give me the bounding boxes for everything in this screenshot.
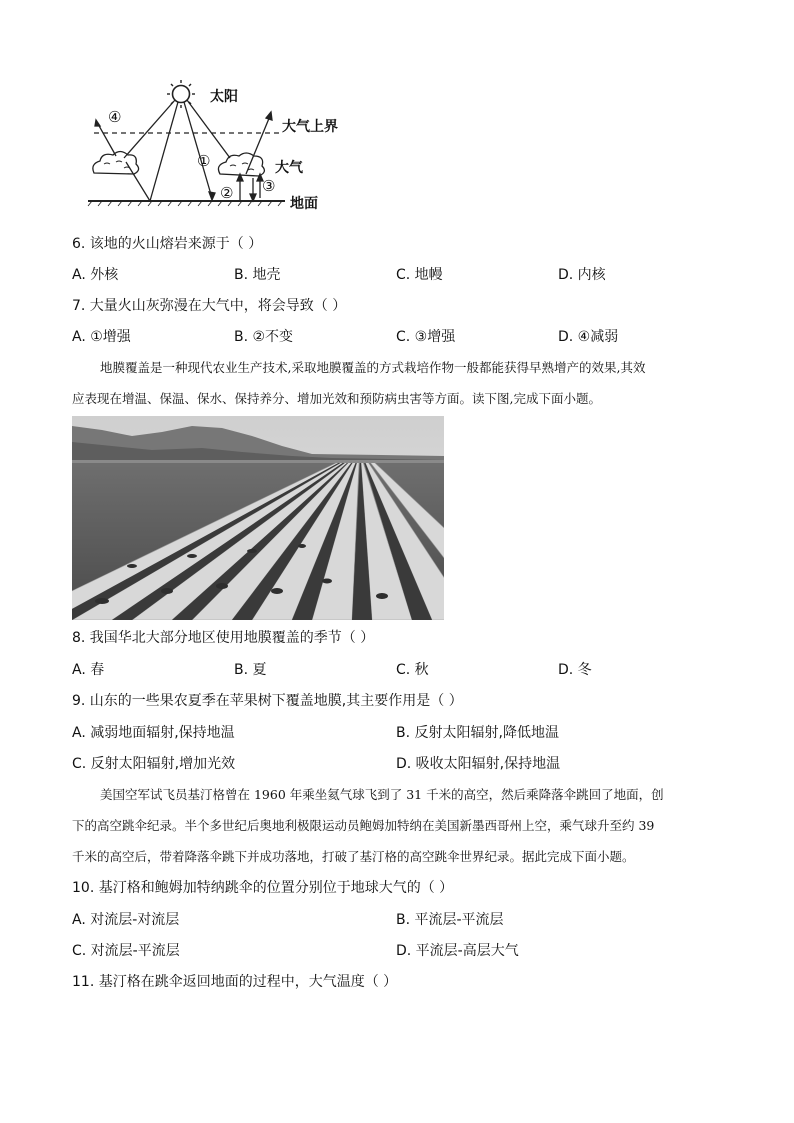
q7-option-c: C. ③增强	[396, 329, 456, 345]
q7-option-a: A. ①增强	[72, 329, 131, 345]
q9-option-c: C. 反射太阳辐射,增加光效	[72, 756, 236, 772]
mulch-field-photo	[72, 416, 444, 620]
q9-option-d: D. 吸收太阳辐射,保持地温	[396, 756, 561, 772]
q6-option-b: B. 地壳	[234, 267, 281, 283]
marker-3: ③	[262, 177, 276, 195]
question-11-stem: 11. 基汀格在跳伞返回地面的过程中，大气温度（ ）	[72, 974, 398, 990]
atmosphere-label: 大气	[275, 160, 303, 176]
question-8-stem: 8. 我国华北大部分地区使用地膜覆盖的季节（ ）	[72, 630, 375, 646]
q10-option-c: C. 对流层-平流层	[72, 943, 180, 959]
q8-option-b: B. 夏	[234, 662, 267, 678]
q8-option-d: D. 冬	[558, 662, 592, 678]
q10-option-d: D. 平流层-高层大气	[396, 943, 519, 959]
question-10-stem: 10. 基汀格和鲍姆加特纳跳伞的位置分别位于地球大气的（ ）	[72, 880, 454, 896]
ground-line	[88, 201, 285, 206]
q7-option-d: D. ④减弱	[558, 329, 619, 345]
passage-2-line-2: 下的高空跳伞纪录。半个多世纪后奥地利极限运动员鲍姆加特纳在美国新墨西哥州上空，乘气球升至约 39	[72, 818, 655, 833]
marker-2: ②	[220, 184, 234, 202]
q6-option-a: A. 外核	[72, 267, 119, 283]
passage-2-line-1: 美国空军试飞员基汀格曾在 1960 年乘坐氦气球飞到了 31 千米的高空，然后乘降落伞跳回了地面，创	[100, 787, 664, 802]
passage-1-line-2: 应表现在增温、保温、保水、保持养分、增加光效和预防病虫害等方面。读下图,完成下面小题。	[72, 391, 601, 406]
passage-1-line-1: 地膜覆盖是一种现代农业生产技术,采取地膜覆盖的方式栽培作物一般都能获得早熟增产的效果,其效	[100, 360, 646, 375]
question-6-stem: 6. 该地的火山熔岩来源于（ ）	[72, 236, 263, 252]
ground-label: 地面	[290, 196, 318, 212]
q10-option-b: B. 平流层-平流层	[396, 912, 504, 928]
passage-2-line-3: 千米的高空后，带着降落伞跳下并成功落地，打破了基汀格的高空跳伞世界纪录。据此完成下面小题。	[72, 849, 635, 864]
question-9-stem: 9. 山东的一些果农夏季在苹果树下覆盖地膜,其主要作用是（ ）	[72, 693, 463, 709]
q10-option-a: A. 对流层-对流层	[72, 912, 180, 928]
sun-label: 太阳	[210, 89, 238, 105]
marker-1: ①	[197, 152, 211, 170]
q9-option-b: B. 反射太阳辐射,降低地温	[396, 725, 559, 741]
q6-option-d: D. 内核	[558, 267, 606, 283]
q9-option-a: A. 减弱地面辐射,保持地温	[72, 725, 235, 741]
marker-4: ④	[108, 108, 122, 126]
question-7-stem: 7. 大量火山灰弥漫在大气中，将会导致（ ）	[72, 298, 347, 314]
q8-option-a: A. 春	[72, 662, 105, 678]
q7-option-b: B. ②不变	[234, 329, 294, 345]
right-cloud-icon	[218, 153, 264, 176]
atmosphere-top-label: 大气上界	[282, 119, 338, 135]
q8-option-c: C. 秋	[396, 662, 429, 678]
q6-option-c: C. 地幔	[396, 267, 443, 283]
